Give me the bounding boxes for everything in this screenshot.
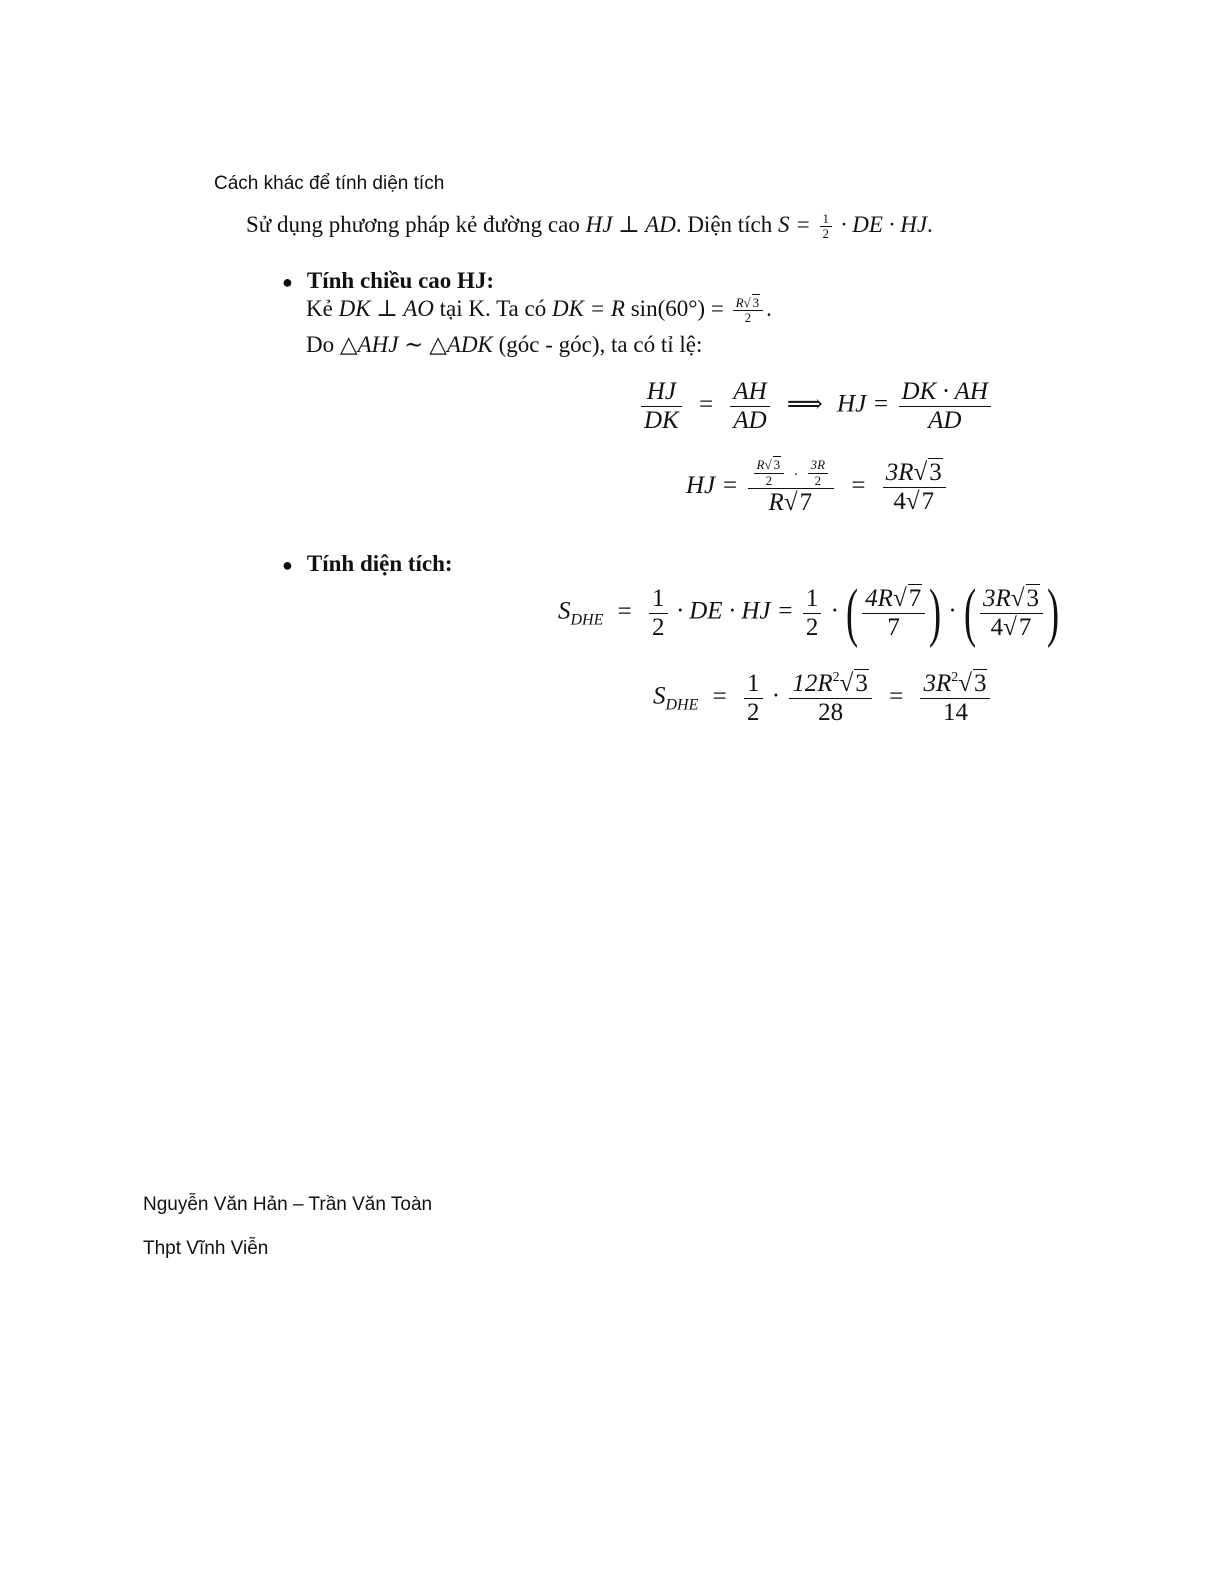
eq2-inner1-root: 3	[773, 457, 781, 473]
left-paren-icon: (	[963, 576, 977, 649]
eq4-s: S	[653, 682, 666, 710]
eq2-main-den	[748, 489, 835, 517]
eq4-half	[744, 670, 763, 726]
intro-math-c: · DE · HJ	[840, 212, 928, 238]
s1l1-b: tại K. Ta có	[433, 296, 552, 322]
eq4-frac	[789, 670, 872, 726]
s1l1-tail: .	[766, 296, 772, 322]
sqrt-symbol: √7	[783, 489, 813, 517]
section1-line2	[306, 332, 702, 358]
eq4-f-num-root: 3	[855, 670, 868, 697]
eq3-h-den: 2	[652, 613, 665, 641]
eq2-den-root: 7	[799, 489, 813, 517]
eq4-r-num-sup: 2	[951, 670, 959, 685]
intro-half-fraction	[820, 212, 833, 242]
sqrt-symbol: √3	[839, 670, 868, 697]
section1-line1	[306, 296, 772, 326]
eq4-f-den: 28	[818, 698, 844, 726]
eq3-p1-num-root: 7	[908, 585, 922, 612]
eq1-implies: ⟹	[786, 390, 823, 418]
s1l1-m1: DK ⊥ AO	[338, 296, 434, 322]
s1l2-m1: △AHJ ∼ △ADK	[339, 332, 493, 357]
eq3-dot2: ·	[948, 597, 957, 625]
equation-ratio	[638, 378, 994, 434]
eq2-inner1-r: R	[756, 457, 765, 473]
intro-half-den: 2	[822, 226, 830, 242]
eq3-mid: · DE · HJ =	[676, 597, 794, 625]
eq4-f-num-sup: 2	[832, 670, 840, 685]
eq3-h2-den: 2	[805, 613, 819, 641]
footer-school: Thpt Vĩnh Viễn	[143, 1238, 269, 1259]
s1l1-frac-den: 2	[744, 310, 752, 326]
section1-heading-row	[282, 268, 494, 294]
eq2-lhs: HJ =	[686, 472, 739, 500]
eq1-f2-den: AD	[733, 406, 767, 434]
equation-area-result	[653, 670, 993, 726]
eq3-p2-den-a: 4	[990, 613, 1004, 641]
s1l1-frac-root: 3	[752, 295, 760, 310]
eq3-h-num: 1	[649, 585, 668, 614]
eq2-inner2-den: 2	[814, 472, 822, 488]
eq4-r-num-a: 3R	[923, 670, 952, 697]
eq3-half	[649, 585, 668, 641]
section1-heading: Tính chiều cao HJ:	[306, 268, 495, 293]
right-paren-icon: )	[929, 576, 942, 649]
footer-authors: Nguyễn Văn Hản – Trần Văn Toàn	[143, 1194, 433, 1215]
eq4-equals2: =	[889, 682, 904, 710]
eq1-lhs: HJ =	[837, 390, 890, 418]
eq1-f3-num: DK · AH	[899, 378, 991, 407]
eq2-res-num-root: 3	[929, 459, 942, 487]
eq3-p2-num-root: 3	[1026, 585, 1039, 612]
sqrt-symbol: √3	[1010, 585, 1039, 612]
eq2-inner2	[808, 458, 828, 488]
eq1-frac1	[641, 378, 682, 434]
eq3-s: S	[558, 597, 571, 625]
eq2-dot: ·	[793, 467, 799, 483]
eq4-result	[920, 670, 990, 726]
eq2-inner2-num: 3R	[808, 458, 828, 473]
s1l2-a: Do	[306, 332, 340, 357]
eq1-f1-num: HJ	[641, 378, 682, 407]
eq3-p2	[980, 585, 1043, 641]
bullet-icon: ●	[282, 272, 293, 293]
eq1-f2-num: AH	[730, 378, 769, 407]
section2-heading-row	[282, 551, 453, 577]
s1l1-c: sin(60°) =	[630, 296, 724, 322]
eq3-p2-num-a: 3R	[982, 585, 1011, 612]
eq1-f1-den: DK	[644, 406, 679, 434]
eq1-frac3	[899, 378, 991, 434]
intro-line	[246, 212, 933, 242]
eq3-p1-den: 7	[887, 613, 900, 641]
s1l1-frac-r: R	[735, 295, 744, 310]
eq1-equals: =	[698, 390, 714, 418]
intro-math-a: HJ ⊥ AD	[585, 212, 676, 238]
eq2-result	[883, 459, 946, 515]
eq4-r-num-root: 3	[973, 670, 987, 697]
sqrt-symbol: √3	[958, 670, 987, 697]
eq3-h2-num: 1	[803, 585, 822, 614]
eq2-main-frac	[748, 458, 835, 517]
eq4-f-num-a: 12R	[792, 670, 833, 697]
sqrt-symbol: √ 3	[743, 295, 760, 310]
intro-text-a: Sử dụng phương pháp kẻ đường cao	[246, 212, 586, 238]
eq4-h-num: 1	[744, 670, 763, 699]
eq2-res-den-a: 4	[893, 487, 906, 515]
left-paren-icon: (	[846, 576, 859, 649]
s1l1-a: Kẻ	[306, 296, 339, 322]
eq4-dot: ·	[771, 682, 781, 710]
intro-tail: .	[927, 212, 933, 238]
sqrt-symbol: √ 3	[764, 457, 781, 473]
eq4-sub: DHE	[665, 696, 699, 714]
eq3-p2-den-root: 7	[1018, 613, 1032, 641]
sqrt-symbol: √3	[913, 459, 942, 487]
eq3-p1-num-a: 4R	[865, 585, 893, 612]
sqrt-symbol: √7	[1003, 613, 1032, 641]
eq2-den-r: R	[768, 489, 784, 517]
eq4-h-den: 2	[747, 698, 760, 726]
eq3-half2	[803, 585, 822, 641]
intro-math-b: S =	[778, 212, 811, 238]
s1l1-m2: DK = R	[551, 296, 625, 322]
sqrt-symbol: √7	[905, 487, 935, 515]
equation-hj	[686, 458, 949, 517]
eq1-f3-den: AD	[928, 406, 962, 434]
eq2-inner1-den: 2	[765, 472, 773, 488]
intro-half-num: 1	[820, 212, 833, 227]
bullet-icon: ●	[282, 555, 293, 576]
sqrt-symbol: √7	[892, 585, 922, 612]
s1l1-fraction	[733, 296, 764, 326]
eq2-inner1	[754, 458, 785, 488]
eq1-frac2	[730, 378, 769, 434]
intro-text-b: . Diện tích	[675, 212, 779, 238]
eq4-equals: =	[712, 682, 727, 710]
eq2-main-num	[748, 458, 835, 489]
eq2-res-den-root: 7	[921, 487, 935, 515]
eq2-equals: =	[851, 472, 866, 500]
s1l2-b: (góc - góc), ta có tỉ lệ:	[492, 332, 703, 357]
section2-heading: Tính diện tích:	[306, 551, 453, 576]
eq3-p1	[862, 585, 925, 641]
eq3-dot: ·	[830, 597, 839, 625]
right-paren-icon: )	[1046, 576, 1060, 649]
eq4-r-den: 14	[942, 698, 968, 726]
eq3-equals: =	[617, 597, 632, 625]
eq2-res-num-a: 3R	[885, 459, 914, 487]
equation-area	[558, 576, 1060, 649]
page-title: Cách khác để tính diện tích	[214, 173, 445, 194]
eq3-sub: DHE	[570, 611, 604, 629]
